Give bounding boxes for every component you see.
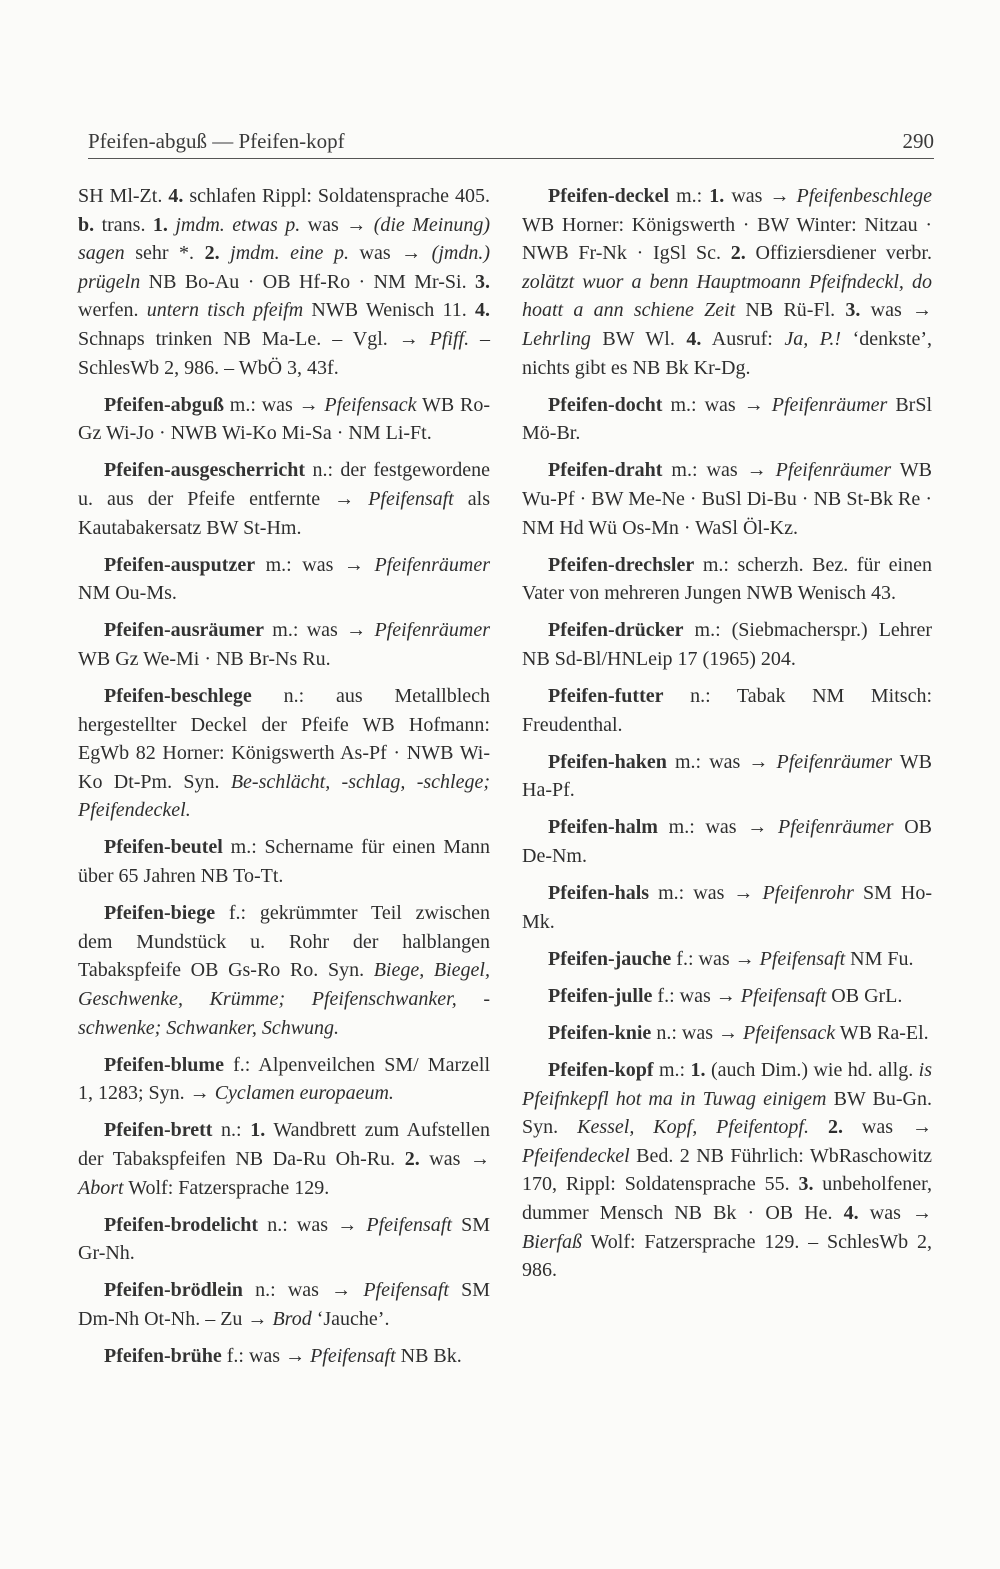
entry-text: was →: [348, 242, 432, 265]
entry-text: SH Ml-Zt.: [78, 185, 169, 207]
sense-number: 2.: [827, 1116, 843, 1139]
entry-text: unbeholfener, dummer Mensch NB Bk · OB He.: [522, 1173, 932, 1224]
entry-text: n.: was →: [258, 1213, 367, 1236]
italic-text: Ja, P.!: [784, 327, 842, 350]
entry-text: was →: [419, 1147, 490, 1170]
entry-text: als Kautabakersatz BW St-Hm.: [78, 487, 490, 539]
italic-text: jmdm. etwas p.: [175, 213, 301, 236]
running-header: [88, 128, 934, 154]
entry-headword: Pfeifen-futter: [548, 685, 664, 707]
entry-text: m.: Schername für einen Mann über 65 Jahren NB To-Tt.: [78, 836, 490, 888]
entry-text: Wolf: Fatzersprache 129. – SchlesWb 2, 986.: [522, 1230, 932, 1282]
entry-text: schlafen Rippl: Soldatensprache 405.: [183, 185, 490, 207]
dictionary-entry: [78, 551, 490, 608]
entry-text: WB Horner: Königswerth · BW Winter: Nitzau · NWB Fr-Nk · IgSl Sc.: [522, 213, 932, 265]
entry-text: f.: gekrümmter Teil zwischen dem Mundstück u. Rohr der halblangen Tabakspfeife OB Gs-Ro Ro. Syn.: [78, 902, 490, 982]
sense-number: 2.: [404, 1147, 420, 1170]
entry-headword: Pfeifen-jauche: [548, 947, 672, 970]
entry-text: n.: der festgewordene u. aus der Pfeife entfernte →: [78, 459, 490, 510]
entry-text: was →: [300, 213, 374, 236]
entry-headword: Pfeifen-draht: [548, 459, 663, 482]
dictionary-entry: [78, 899, 490, 1042]
italic-text: is Pfeifnkepfl hot ma in Tuwag einigem: [522, 1059, 932, 1110]
entry-text: f.: was →: [221, 1344, 311, 1367]
entry-text: SM Gr-Nh.: [78, 1213, 490, 1265]
entry-text: m.: scherzh. Bez. für einen Vater von mehreren Jungen NWB Wenisch 43.: [522, 553, 932, 605]
entry-text: OB GrL.: [826, 984, 903, 1007]
italic-text: Bierfaß: [522, 1230, 582, 1253]
italic-text: Pfeifensack: [742, 1021, 836, 1044]
dictionary-entry: [522, 879, 932, 936]
dictionary-entry: [522, 945, 932, 974]
dictionary-entry: [78, 1116, 490, 1202]
entry-headword: Pfeifen-ausgescherricht: [104, 459, 306, 482]
entry-text: m.: was →: [662, 393, 772, 416]
entry-text: BrSl Mö-Br.: [522, 393, 933, 445]
entry-headword: Pfeifen-brodelicht: [104, 1213, 259, 1236]
entry-headword: Pfeifen-beschlege: [104, 685, 252, 707]
sense-number: b.: [78, 213, 95, 236]
dictionary-entry: [522, 982, 932, 1011]
entry-text: f.: was →: [652, 984, 741, 1007]
italic-text: untern tisch pfeifm: [146, 299, 304, 322]
sense-number: 4.: [843, 1202, 859, 1224]
italic-text: Be-schlächt, -schlag, -schlege; Pfeifendeckel.: [78, 770, 491, 822]
sense-number: 1.: [250, 1119, 266, 1142]
entry-text: n.: Tabak NM Mitsch: Freudenthal.: [522, 685, 932, 736]
entry-headword: Pfeifen-kopf: [548, 1059, 654, 1082]
entry-headword: Pfeifen-docht: [548, 393, 663, 416]
italic-text: zolätzt wuor a benn Hauptmoann Pfeifndeckl, do hoatt a ann schiene Zeit: [522, 270, 932, 322]
entry-headword: Pfeifen-hals: [548, 882, 650, 905]
entry-text: NB Bk.: [395, 1344, 462, 1367]
italic-text: Kessel, Kopf, Pfeifentopf.: [577, 1116, 809, 1139]
entry-text: n.: aus Metallblech hergestellter Deckel der Pfeife WB Hofmann: EgWb 82 Horner: Königswerth As-Pf · NWB Wi-Ko Dt-Pm. Syn.: [78, 685, 490, 793]
header-rule: [88, 158, 934, 159]
dictionary-entry: [522, 616, 932, 673]
entry-text: [809, 1116, 828, 1138]
italic-text: Pfiff.: [429, 327, 470, 350]
entry-headword: Pfeifen-drücker: [548, 619, 684, 642]
italic-text: Pfeifensaft: [366, 1213, 452, 1236]
dictionary-entry: [522, 748, 932, 805]
italic-text: Abort: [78, 1176, 124, 1199]
entry-text: Schnaps trinken NB Ma-Le. – Vgl. →: [78, 327, 430, 350]
entry-text: NM Fu.: [845, 947, 914, 970]
entry-text: – SchlesWb 2, 986. – WbÖ 3, 43f.: [78, 327, 491, 379]
dictionary-entry: [522, 813, 932, 870]
entry-text: BW Bu-Gn. Syn.: [522, 1087, 932, 1139]
entry-headword: Pfeifen-drechsler: [548, 553, 695, 576]
entry-text: Wandbrett zum Aufstellen der Tabakspfeifen NB Da-Ru Oh-Ru.: [78, 1119, 490, 1170]
entry-text: m.: (Siebmacherspr.) Lehrer NB Sd-Bl/HNLeip 17 (1965) 204.: [522, 619, 932, 670]
entry-text: m.: was →: [255, 553, 375, 576]
entry-headword: Pfeifen-blume: [104, 1053, 224, 1076]
entry-text: m.: was →: [657, 816, 778, 839]
entry-text: f.: was →: [671, 947, 760, 970]
italic-text: Pfeifenräumer: [771, 393, 888, 416]
entry-text: NM Ou-Ms.: [78, 582, 177, 605]
italic-text: Pfeifensaft: [740, 984, 827, 1007]
entry-headword: Pfeifen-ausräumer: [104, 619, 264, 642]
entry-text: trans.: [94, 213, 153, 236]
dictionary-entry: [78, 1276, 490, 1333]
sense-number: 2.: [204, 242, 220, 265]
italic-text: Pfeifenräumer: [775, 459, 892, 482]
italic-text: Pfeifenrohr: [762, 882, 854, 905]
entry-text: WB Ro-Gz Wi-Jo · NWB Wi-Ko Mi-Sa · NM Li-Ft.: [78, 393, 490, 445]
dictionary-entry: [522, 456, 932, 542]
dictionary-entry: [78, 1342, 490, 1371]
sense-number: 4.: [168, 185, 184, 207]
dictionary-entry: [78, 1051, 490, 1108]
dictionary-entry: [522, 182, 932, 382]
right-column: [522, 182, 932, 1293]
entry-text: m.: was →: [666, 750, 777, 773]
entry-text: m.:: [669, 185, 710, 207]
dictionary-entry: [78, 391, 490, 448]
italic-text: Pfeifensaft: [363, 1279, 449, 1302]
entry-text: f.: Alpenveilchen SM/ Marzell 1, 1283; Syn. →: [78, 1053, 490, 1105]
entry-headword: Pfeifen-biege: [104, 902, 216, 925]
entry-headword: Pfeifen-julle: [548, 984, 653, 1007]
entry-text: WB Ra-El.: [835, 1021, 929, 1044]
entry-text: Wolf: Fatzersprache 129.: [123, 1176, 330, 1199]
entry-text: WB Gz We-Mi · NB Br-Ns Ru.: [78, 647, 331, 670]
entry-text: n.: was →: [651, 1021, 743, 1044]
italic-text: Pfeifenräumer: [777, 816, 894, 839]
entry-text: Offiziersdiener verbr.: [745, 242, 932, 265]
italic-text: Lehrling: [522, 327, 591, 350]
entry-text: m.: was →: [224, 393, 325, 416]
entry-text: was →: [842, 1116, 933, 1139]
italic-text: (die Meinung) sagen: [78, 213, 491, 265]
entry-text: was →: [858, 1202, 933, 1224]
italic-text: Pfeifensaft: [759, 947, 846, 970]
sense-number: 1.: [152, 213, 168, 236]
entry-text: n.: was →: [242, 1279, 364, 1302]
italic-text: Pfeifenräumer: [374, 553, 490, 576]
entry-text: WB Wu-Pf · BW Me-Ne · BuSl Di-Bu · NB St-Bk Re · NM Hd Wü Os-Mn · WaSl Öl-Kz.: [522, 459, 933, 539]
entry-text: n.:: [212, 1119, 251, 1142]
italic-text: Pfeifensack: [324, 393, 417, 416]
italic-text: Brod: [272, 1307, 312, 1330]
entry-text: SM Dm-Nh Ot-Nh. – Zu →: [78, 1279, 490, 1330]
italic-text: Pfeifendeckel: [522, 1144, 630, 1167]
sense-number: 2.: [730, 242, 746, 265]
entry-text: NB Rü-Fl.: [735, 299, 846, 322]
dictionary-entry: [78, 682, 490, 825]
entry-continuation: [78, 182, 490, 382]
entry-text: SM Ho-Mk.: [522, 882, 932, 933]
dictionary-entry: [78, 1211, 490, 1268]
italic-text: (jmdn.) prügeln: [78, 242, 490, 293]
dictionary-entry: [522, 391, 932, 448]
italic-text: Pfeifenräumer: [776, 750, 893, 773]
sense-number: 4.: [475, 299, 490, 322]
entry-text: OB De-Nm.: [522, 816, 932, 867]
entry-text: m.: was →: [263, 619, 375, 642]
italic-text: Pfeifenräumer: [374, 619, 490, 642]
sense-number: 1.: [709, 185, 725, 207]
entry-text: was →: [724, 185, 797, 207]
page-number: 290: [902, 129, 934, 153]
entry-text: m.: was →: [649, 882, 763, 905]
sense-number: 3.: [845, 299, 861, 322]
entry-headword: Pfeifen-brühe: [104, 1344, 222, 1367]
dictionary-entry: [522, 1019, 932, 1048]
entry-headword: Pfeifen-knie: [548, 1021, 652, 1044]
entry-text: [220, 242, 231, 264]
entry-text: NWB Wenisch 11.: [303, 299, 475, 322]
entry-text: werfen.: [78, 299, 147, 322]
entry-text: (auch Dim.) wie hd. allg.: [705, 1059, 919, 1082]
entry-text: WB Ha-Pf.: [522, 750, 933, 802]
italic-text: jmdm. eine p.: [230, 242, 349, 265]
dictionary-entry: [522, 551, 932, 608]
entry-text: Ausruf:: [701, 327, 785, 350]
entry-text: m.:: [653, 1059, 691, 1082]
entry-headword: Pfeifen-halm: [548, 816, 658, 839]
sense-number: 3.: [798, 1173, 814, 1196]
italic-text: Biege, Biegel, Geschwenke, Krümme; Pfeifenschwanker, -schwenke; Schwanker, Schwung.: [78, 959, 490, 1039]
entry-text: Bed. 2 NB Führlich: WbRaschowitz 170, Rippl: Soldatensprache 55.: [522, 1144, 932, 1196]
entry-text: ‘Jauche’.: [311, 1307, 390, 1330]
italic-text: Pfeifensaft: [310, 1344, 396, 1367]
entry-text: sehr *.: [124, 242, 205, 265]
entry-text: NB Bo-Au · OB Hf-Ro · NM Mr-Si.: [140, 270, 475, 293]
entry-headword: Pfeifen-brödlein: [104, 1279, 243, 1302]
entry-headword: Pfeifen-deckel: [548, 185, 670, 207]
entry-headword: Pfeifen-ausputzer: [104, 553, 256, 576]
entry-text: was →: [860, 299, 932, 322]
italic-text: Pfeifensaft: [368, 487, 454, 510]
sense-number: 4.: [686, 327, 702, 350]
entry-headword: Pfeifen-haken: [548, 750, 667, 773]
sense-number: 3.: [475, 270, 490, 293]
dictionary-entry: [522, 1056, 932, 1285]
italic-text: Cyclamen europaeum.: [214, 1082, 394, 1105]
running-title: Pfeifen-abguß — Pfeifen-kopf: [88, 129, 345, 153]
dictionary-entry: [78, 456, 490, 542]
entry-headword: Pfeifen-abguß: [104, 393, 224, 416]
entry-text: ‘denkste’, nichts gibt es NB Bk Kr-Dg.: [522, 327, 932, 379]
dictionary-entry: [78, 833, 490, 890]
dictionary-entry: [78, 616, 490, 673]
left-column: [78, 182, 490, 1379]
entry-headword: Pfeifen-brett: [104, 1119, 213, 1142]
entry-headword: Pfeifen-beutel: [104, 836, 223, 859]
italic-text: Pfeifenbeschlege: [796, 185, 932, 207]
dictionary-entry: [522, 682, 932, 739]
entry-text: m.: was →: [662, 459, 776, 482]
entry-text: BW Wl.: [590, 327, 687, 350]
sense-number: 1.: [690, 1059, 706, 1082]
